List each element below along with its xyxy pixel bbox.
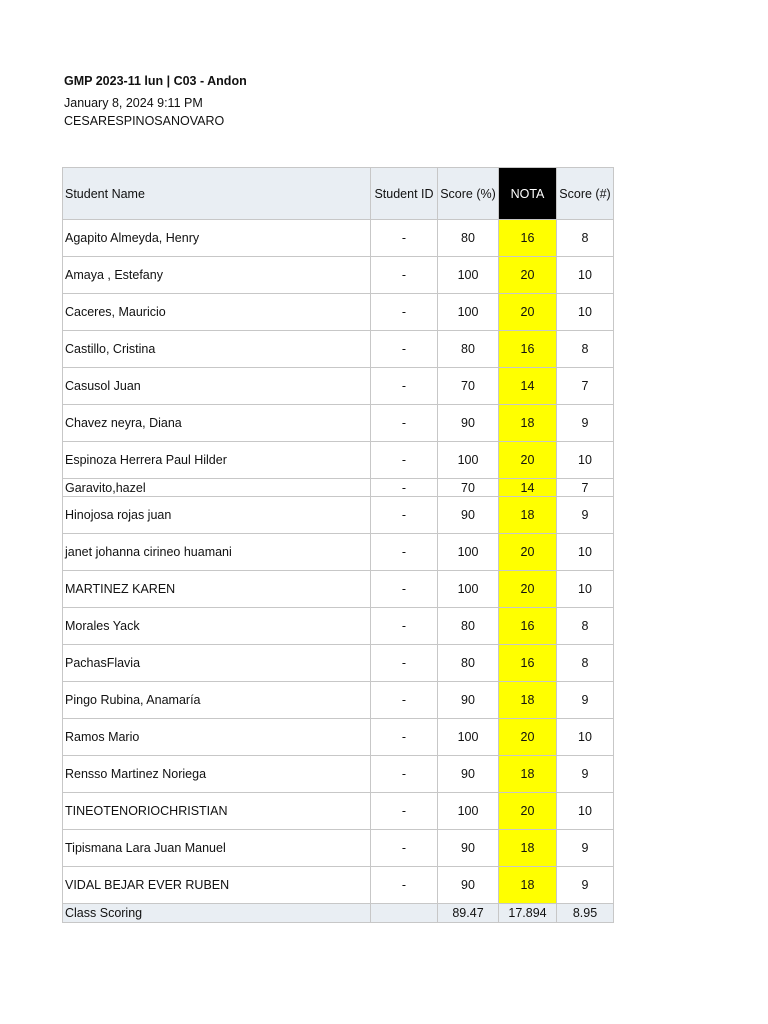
score-pct-cell: 100 [438, 534, 499, 571]
student-id-cell: - [371, 571, 438, 608]
student-name-cell: MARTINEZ KAREN [63, 571, 371, 608]
nota-cell: 18 [499, 830, 557, 867]
report-title: GMP 2023-11 lun | C03 - Andon [64, 74, 247, 88]
score-num-cell: 9 [557, 682, 614, 719]
nota-cell: 20 [499, 442, 557, 479]
score-pct-cell: 90 [438, 497, 499, 534]
table-row [63, 830, 614, 867]
table-row [63, 682, 614, 719]
table-row [63, 571, 614, 608]
score-pct-cell: 100 [438, 294, 499, 331]
nota-cell: 18 [499, 756, 557, 793]
footer-label: Class Scoring [63, 904, 371, 923]
score-num-cell: 10 [557, 719, 614, 756]
student-id-cell: - [371, 405, 438, 442]
student-name-cell: Caceres, Mauricio [63, 294, 371, 331]
student-name-cell: PachasFlavia [63, 645, 371, 682]
column-header-student-id: Student ID [371, 168, 438, 220]
score-num-cell: 9 [557, 756, 614, 793]
score-pct-cell: 100 [438, 719, 499, 756]
nota-cell: 20 [499, 793, 557, 830]
table-row [63, 405, 614, 442]
nota-cell: 16 [499, 645, 557, 682]
score-pct-cell: 80 [438, 645, 499, 682]
score-pct-cell: 90 [438, 405, 499, 442]
score-num-cell: 7 [557, 368, 614, 405]
nota-cell: 20 [499, 534, 557, 571]
student-name-cell: Garavito,hazel [63, 479, 371, 497]
score-pct-cell: 70 [438, 479, 499, 497]
student-name-cell: TINEOTENORIOCHRISTIAN [63, 793, 371, 830]
score-pct-cell: 90 [438, 756, 499, 793]
table-row [63, 257, 614, 294]
student-id-cell: - [371, 497, 438, 534]
score-pct-cell: 90 [438, 682, 499, 719]
score-pct-cell: 80 [438, 331, 499, 368]
nota-cell: 20 [499, 571, 557, 608]
nota-cell: 14 [499, 479, 557, 497]
score-pct-cell: 80 [438, 220, 499, 257]
student-id-cell: - [371, 294, 438, 331]
nota-cell: 18 [499, 497, 557, 534]
table-row [63, 608, 614, 645]
student-name-cell: Rensso Martinez Noriega [63, 756, 371, 793]
score-num-cell: 9 [557, 497, 614, 534]
score-pct-cell: 70 [438, 368, 499, 405]
student-id-cell: - [371, 368, 438, 405]
student-id-cell: - [371, 608, 438, 645]
table-row [63, 220, 614, 257]
class-scoring-row [63, 904, 614, 923]
column-header-score-pct: Score (%) [438, 168, 499, 220]
footer-nota: 17.894 [499, 904, 557, 923]
table-row [63, 479, 614, 497]
student-name-cell: Morales Yack [63, 608, 371, 645]
student-id-cell: - [371, 479, 438, 497]
student-name-cell: Pingo Rubina, Anamaría [63, 682, 371, 719]
nota-cell: 18 [499, 867, 557, 904]
student-id-cell: - [371, 645, 438, 682]
student-name-cell: Ramos Mario [63, 719, 371, 756]
score-num-cell: 10 [557, 294, 614, 331]
nota-cell: 18 [499, 682, 557, 719]
score-pct-cell: 100 [438, 257, 499, 294]
student-id-cell: - [371, 442, 438, 479]
student-name-cell: Casusol Juan [63, 368, 371, 405]
table-row [63, 867, 614, 904]
nota-cell: 20 [499, 719, 557, 756]
student-id-cell: - [371, 867, 438, 904]
nota-cell: 16 [499, 331, 557, 368]
score-num-cell: 8 [557, 645, 614, 682]
table-row [63, 331, 614, 368]
score-num-cell: 10 [557, 442, 614, 479]
nota-cell: 14 [499, 368, 557, 405]
table-row [63, 534, 614, 571]
table-row [63, 368, 614, 405]
student-id-cell: - [371, 682, 438, 719]
nota-cell: 16 [499, 608, 557, 645]
table-row [63, 719, 614, 756]
student-id-cell: - [371, 331, 438, 368]
student-id-cell: - [371, 756, 438, 793]
score-num-cell: 10 [557, 257, 614, 294]
footer-id [371, 904, 438, 923]
table-row [63, 793, 614, 830]
student-name-cell: Hinojosa rojas juan [63, 497, 371, 534]
score-num-cell: 9 [557, 830, 614, 867]
report-date: January 8, 2024 9:11 PM [64, 96, 203, 110]
student-name-cell: Castillo, Cristina [63, 331, 371, 368]
score-num-cell: 10 [557, 571, 614, 608]
student-name-cell: janet johanna cirineo huamani [63, 534, 371, 571]
score-pct-cell: 100 [438, 793, 499, 830]
footer-score-pct: 89.47 [438, 904, 499, 923]
student-id-cell: - [371, 534, 438, 571]
student-name-cell: Amaya , Estefany [63, 257, 371, 294]
table-row [63, 756, 614, 793]
score-num-cell: 10 [557, 534, 614, 571]
nota-cell: 16 [499, 220, 557, 257]
scores-table [62, 167, 614, 923]
score-pct-cell: 80 [438, 608, 499, 645]
student-id-cell: - [371, 220, 438, 257]
table-row [63, 645, 614, 682]
student-id-cell: - [371, 793, 438, 830]
score-num-cell: 9 [557, 867, 614, 904]
column-header-score-num: Score (#) [557, 168, 614, 220]
score-num-cell: 8 [557, 220, 614, 257]
nota-cell: 20 [499, 294, 557, 331]
footer-score-num: 8.95 [557, 904, 614, 923]
report-user: CESARESPINOSANOVARO [64, 114, 225, 128]
student-id-cell: - [371, 719, 438, 756]
score-num-cell: 9 [557, 405, 614, 442]
student-name-cell: Tipismana Lara Juan Manuel [63, 830, 371, 867]
student-name-cell: Chavez neyra, Diana [63, 405, 371, 442]
score-pct-cell: 90 [438, 867, 499, 904]
nota-cell: 20 [499, 257, 557, 294]
student-name-cell: VIDAL BEJAR EVER RUBEN [63, 867, 371, 904]
table-row [63, 497, 614, 534]
nota-cell: 18 [499, 405, 557, 442]
column-header-student-name: Student Name [63, 168, 371, 220]
score-num-cell: 8 [557, 331, 614, 368]
student-id-cell: - [371, 830, 438, 867]
score-pct-cell: 100 [438, 442, 499, 479]
score-num-cell: 8 [557, 608, 614, 645]
score-num-cell: 10 [557, 793, 614, 830]
table-row [63, 442, 614, 479]
table-row [63, 294, 614, 331]
score-num-cell: 7 [557, 479, 614, 497]
student-name-cell: Agapito Almeyda, Henry [63, 220, 371, 257]
table-header-row [63, 168, 614, 220]
score-pct-cell: 90 [438, 830, 499, 867]
student-name-cell: Espinoza Herrera Paul Hilder [63, 442, 371, 479]
column-header-nota: NOTA [499, 168, 557, 220]
score-pct-cell: 100 [438, 571, 499, 608]
student-id-cell: - [371, 257, 438, 294]
